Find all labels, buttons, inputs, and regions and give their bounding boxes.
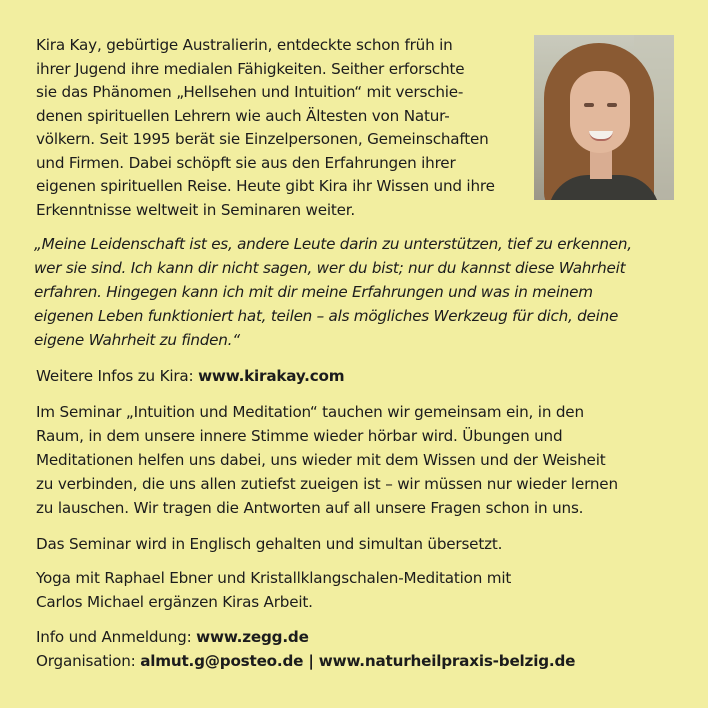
bio-line: und Firmen. Dabei schöpft sie aus den Erfahrungen ihrer	[36, 153, 456, 172]
bio-line: ihrer Jugend ihre medialen Fähigkeiten. Seither erforschte	[36, 59, 465, 78]
quote-line: eigenen Leben funktioniert hat, teilen – als mögliches Werkzeug für dich, deine	[34, 307, 619, 325]
seminar-paragraph	[36, 400, 686, 520]
bio-line: eigenen spirituellen Reise. Heute gibt Kira ihr Wissen und ihre	[36, 177, 495, 195]
registration-line	[36, 625, 686, 649]
bio-line: sie das Phänomen „Hellsehen und Intuition“ mit verschie-	[36, 83, 464, 101]
registration-label: Info und Anmeldung:	[36, 628, 197, 646]
bio-line: völkern. Seit 1995 berät sie Einzelpersonen, Gemeinschaften	[36, 130, 489, 148]
bio-line: Erkenntnisse weltweit in Seminaren weiter.	[36, 200, 356, 219]
bio-line: denen spirituellen Lehrern wie auch Ältesten von Natur-	[36, 106, 450, 125]
quote-line: erfahren. Hingegen kann ich mit dir meine Erfahrungen und was in meinem	[34, 283, 593, 301]
quote-paragraph	[34, 232, 684, 352]
info-label: Weitere Infos zu Kira:	[36, 367, 199, 385]
bio-paragraph	[36, 34, 526, 222]
quote-line: eigene Wahrheit zu finden.“	[34, 331, 240, 349]
organisation-label: Organisation:	[36, 652, 141, 670]
yoga-line: Carlos Michael ergänzen Kiras Arbeit.	[36, 593, 313, 611]
separator: |	[303, 652, 319, 670]
email-link[interactable]: almut.g@posteo.de	[140, 652, 304, 670]
language-text: Das Seminar wird in Englisch gehalten und simultan übersetzt.	[36, 535, 503, 553]
seminar-line: Im Seminar „Intuition und Meditation“ tauchen wir gemeinsam ein, in den	[36, 403, 584, 421]
quote-line: „Meine Leidenschaft ist es, andere Leute darin zu unterstützen, tief zu erkennen,	[34, 235, 632, 253]
kirakay-link[interactable]: www.kirakay.com	[198, 367, 345, 385]
organisation-line	[36, 649, 686, 673]
yoga-paragraph	[36, 566, 686, 614]
seminar-line: zu verbinden, die uns allen zutiefst zueigen ist – wir müssen nur wieder lernen	[36, 475, 618, 493]
bio-line: Kira Kay, gebürtige Australierin, entdeckte schon früh in	[36, 36, 453, 54]
language-note	[36, 532, 686, 556]
seminar-line: Raum, in dem unsere innere Stimme wieder hörbar wird. Übungen und	[36, 427, 563, 445]
yoga-line: Yoga mit Raphael Ebner und Kristallklangschalen-Meditation mit	[36, 569, 512, 587]
quote-line: wer sie sind. Ich kann dir nicht sagen, wer du bist; nur du kannst diese Wahrheit	[34, 259, 626, 277]
zegg-link[interactable]: www.zegg.de	[196, 628, 309, 646]
info-line	[36, 364, 686, 388]
naturheilpraxis-link[interactable]: www.naturheilpraxis-belzig.de	[318, 652, 576, 670]
seminar-line: zu lauschen. Wir tragen die Antworten auf all unsere Fragen schon in uns.	[36, 499, 584, 517]
contact-block	[36, 625, 686, 673]
portrait-photo	[534, 35, 674, 200]
seminar-line: Meditationen helfen uns dabei, uns wieder mit dem Wissen und der Weisheit	[36, 451, 606, 469]
